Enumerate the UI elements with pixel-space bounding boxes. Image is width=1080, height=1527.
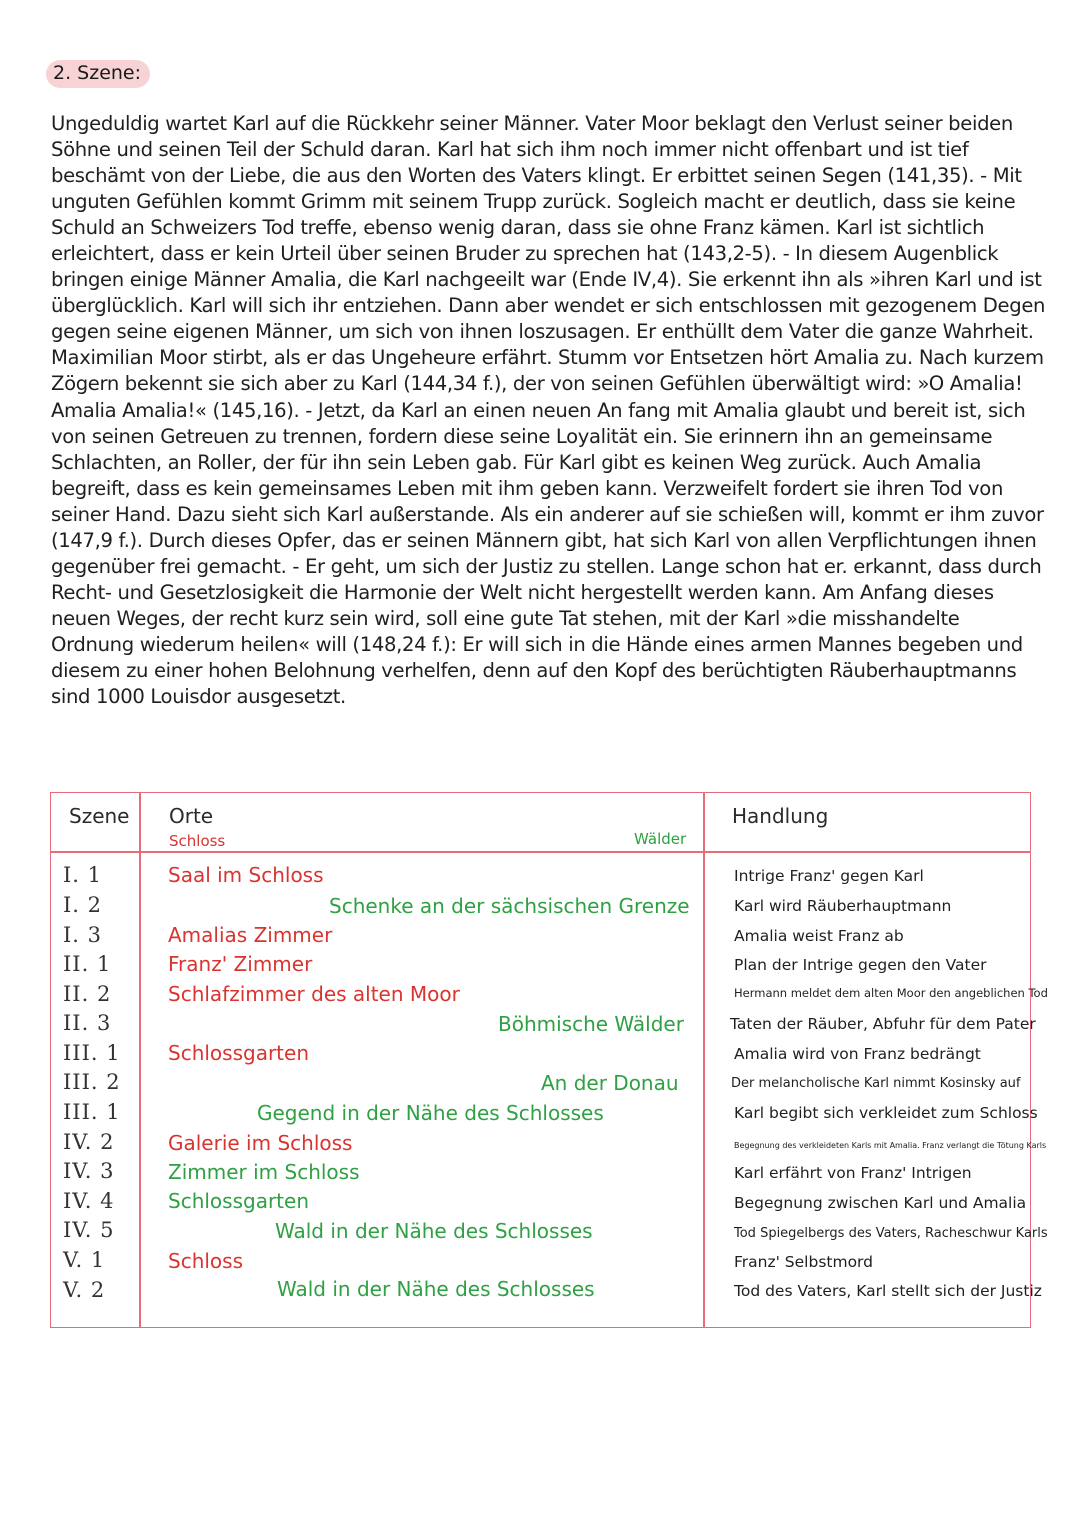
place-cell: Gegend in der Nähe des Schlosses — [257, 1101, 604, 1125]
place-cell: Schenke an der sächsischen Grenze — [329, 894, 690, 918]
plot-cell: Karl begibt sich verkleidet zum Schloss — [734, 1104, 1038, 1122]
subheader-forests: Wälder — [634, 830, 687, 848]
scene-number: II. 1 — [63, 952, 112, 976]
scene-number: III. 1 — [63, 1100, 121, 1124]
subheader-castle: Schloss — [169, 832, 226, 850]
plot-cell: Amalia weist Franz ab — [734, 927, 904, 945]
place-cell: Amalias Zimmer — [168, 923, 333, 947]
column-divider — [703, 793, 705, 1327]
scene-number: I. 3 — [63, 923, 103, 947]
plot-cell: Plan der Intrige gegen den Vater — [734, 956, 987, 974]
column-divider — [139, 793, 141, 1327]
place-cell: Schlossgarten — [168, 1189, 309, 1213]
plot-cell: Tod des Vaters, Karl stellt sich der Justiz — [734, 1282, 1042, 1300]
plot-cell: Intrige Franz' gegen Karl — [734, 867, 924, 885]
place-cell: Schlossgarten — [168, 1041, 309, 1065]
scene-number: IV. 3 — [63, 1159, 115, 1183]
plot-cell: Begegnung des verkleideten Karls mit Amalia. Franz verlangt die Tötung Karls — [734, 1141, 1047, 1150]
header-places: Orte — [169, 804, 214, 828]
plot-cell: Karl wird Räuberhauptmann — [734, 897, 952, 915]
scene-number: V. 2 — [63, 1278, 106, 1302]
scene-number: II. 3 — [63, 1011, 112, 1035]
place-cell: Galerie im Schloss — [168, 1131, 353, 1155]
scene-number: IV. 2 — [63, 1130, 115, 1154]
place-cell: Saal im Schloss — [168, 863, 324, 887]
plot-cell: Taten der Räuber, Abfuhr für dem Pater — [730, 1015, 1036, 1033]
place-cell: Wald in der Nähe des Schlosses — [275, 1219, 593, 1243]
scene-number: IV. 5 — [63, 1218, 115, 1242]
scene-number: II. 2 — [63, 982, 112, 1006]
place-cell: Böhmische Wälder — [498, 1012, 684, 1036]
scene-number: I. 1 — [63, 863, 103, 887]
scene-number: IV. 4 — [63, 1189, 115, 1213]
plot-cell: Tod Spiegelbergs des Vaters, Racheschwur Karls — [734, 1226, 1048, 1241]
place-cell: An der Donau — [541, 1071, 679, 1095]
plot-cell: Begegnung zwischen Karl und Amalia — [734, 1194, 1027, 1212]
plot-cell: Franz' Selbstmord — [734, 1253, 874, 1271]
scene-number: I. 2 — [63, 893, 103, 917]
plot-cell: Hermann meldet dem alten Moor den angeblichen Tod — [734, 986, 1048, 1000]
header-divider — [51, 851, 1030, 853]
header-scene: Szene — [69, 804, 130, 828]
place-cell: Schlafzimmer des alten Moor — [168, 982, 460, 1006]
header-plot: Handlung — [732, 804, 829, 828]
scene-summary-paragraph: Ungeduldig wartet Karl auf die Rückkehr seiner Männer. Vater Moor beklagt den Verlust seiner beiden Söhne und seinen Teil der Schuld daran. Karl hat sich ihm noch immer nicht offenbart und ist tief beschämt von der Liebe, die aus den Worten des Vaters klingt. Er erbittet seinen Segen (141,35). - Mit unguten Gefühlen kommt Grimm mit seinem Trupp zurück. Sogleich macht er deutlich, dass sie keine Schuld an Schweizers Tod treffe, ebenso wenig daran, dass sie ohne Franz kämen. Karl ist sichtlich erleichtert, dass er kein Urteil über seinen Bruder zu sprechen hat (143,2-5). - In diesem Augenblick bringen einige Männer Amalia, die Karl nachgeeilt war (Ende IV,4). Sie erkennt ihn als »ihren Karl und ist überglücklich. Karl will sich ihr entziehen. Dann aber wendet er sich entschlossen mit gezogenem Degen gegen seine eigenen Männer, um sich von ihnen loszusagen. Er enthüllt dem Vater die ganze Wahrheit. Maximilian Moor stirbt, als er das Ungeheure erfährt. Stumm vor Entsetzen hört Amalia zu. Nach kurzem Zögern bekennt sie sich aber zu Karl (144,34 f.), der von seinen Gefühlen überwältigt wird: »O Amalia! Amalia Amalia!« (145,16). - Jetzt, da Karl an einen neuen An fang mit Amalia glaubt und bereit ist, sich von seinen Getreuen zu trennen, fordern diese seine Loyalität ein. Sie erinnern ihn an gemeinsame Schlachten, an Roller, der für ihn sein Leben gab. Für Karl gibt es keinen Weg zurück. Auch Amalia begreift, dass es kein gemeinsames Leben mit ihm geben kann. Verzweifelt fordert sie ihren Tod von seiner Hand. Dazu sieht sich Karl außerstande. Als ein anderer auf sie schießen will, kommt er ihm zuvor (147,9 f.). Durch dieses Opfer, das er seinen Männern gibt, hat sich Karl von allen Verpflichtungen ihnen gegenüber frei gemacht. - Er geht, um sich der Justiz zu stellen. Lange schon hat er. erkannt, dass durch Recht- und Gesetzlosigkeit die Harmonie der Welt nicht hergestellt werden kann. Am Anfang dieses neuen Weges, der recht kurz sein wird, soll eine gute Tat stehen, mit der Karl »die misshandelte Ordnung wiederum heilen« will (148,24 f.): Er will sich in die Hände eines armen Mannes begeben und diesem zu einer hohen Belohnung verhelfen, denn auf den Kopf des berüchtigten Räuberhauptmanns sind 1000 Louisdor ausgesetzt. — [51, 112, 1046, 709]
plot-cell: Der melancholische Karl nimmt Kosinsky auf — [731, 1076, 1021, 1091]
scene-heading: 2. Szene: — [46, 60, 150, 88]
scene-number: III. 1 — [63, 1041, 121, 1065]
scene-number: V. 1 — [63, 1248, 106, 1272]
place-cell: Franz' Zimmer — [168, 952, 313, 976]
place-cell: Zimmer im Schloss — [168, 1160, 360, 1184]
place-cell: Wald in der Nähe des Schlosses — [277, 1277, 595, 1301]
plot-cell: Karl erfährt von Franz' Intrigen — [734, 1164, 972, 1182]
place-cell: Schloss — [168, 1249, 243, 1273]
plot-cell: Amalia wird von Franz bedrängt — [734, 1045, 981, 1063]
scene-number: III. 2 — [63, 1070, 121, 1094]
scene-overview-table — [50, 792, 1048, 1328]
